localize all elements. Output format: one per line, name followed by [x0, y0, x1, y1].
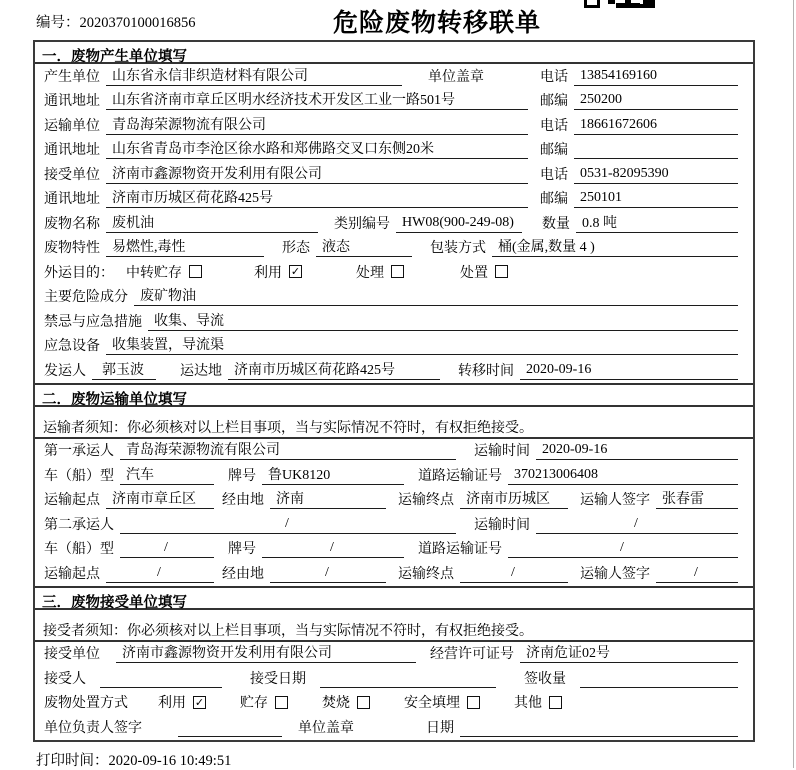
row-taboo-measures	[35, 309, 753, 334]
row-vehicle1	[35, 463, 753, 488]
acceptor-value	[100, 670, 222, 688]
disposal-utilize-checkbox: ✓	[194, 695, 205, 709]
unit-seal-label: 单位盖章	[298, 720, 354, 736]
checkbox-label: 其他	[514, 696, 542, 711]
dispose-checkbox	[495, 265, 508, 278]
page-title: 危险废物转移联单	[333, 9, 542, 37]
accept-date-label: 接受日期	[250, 671, 306, 687]
row-route2	[35, 561, 753, 586]
taboo-label: 禁忌与应急措施	[44, 314, 142, 330]
via2-value: /	[270, 565, 386, 583]
row-route1	[35, 488, 753, 513]
zip1-label: 邮编	[540, 94, 568, 109]
qty-value: 0.8 吨	[576, 212, 738, 233]
row-vehicle2	[35, 537, 753, 562]
serial-label: 编号：	[36, 15, 80, 31]
addr3-label: 通讯地址	[44, 192, 100, 207]
row-first-carrier	[35, 439, 753, 464]
purpose-option-treat	[356, 262, 404, 282]
row-transporter	[35, 113, 753, 138]
permit2-value: /	[508, 540, 738, 558]
taboo-value: 收集、导流	[148, 310, 738, 331]
plate1-value: 鲁UK8120	[262, 464, 404, 485]
acceptor-label: 接受人	[44, 671, 86, 687]
character-label: 废物特性	[44, 241, 100, 256]
phone3-label: 电话	[540, 167, 568, 183]
row-disposal-method	[35, 691, 753, 716]
character-value: 易燃性,毒性	[106, 236, 264, 257]
plate2-label: 牌号	[228, 542, 256, 557]
dest-value: 济南市历城区荷花路425号	[228, 359, 440, 380]
zip3-label: 邮编	[540, 192, 568, 207]
serial-number: 2020370100016856	[79, 15, 196, 31]
date-label: 日期	[426, 720, 454, 736]
phone1-label: 电话	[540, 69, 568, 85]
row-second-carrier	[35, 512, 753, 537]
transfer-time-label: 转移时间	[458, 363, 514, 379]
print-time-label: 打印时间：	[36, 753, 109, 769]
head-sign-value	[178, 719, 282, 737]
equip-value: 收集装置，导流渠	[106, 334, 738, 355]
origin2-label: 运输起点	[44, 566, 100, 582]
addr1-value: 山东省济南市章丘区明水经济技术开发区工业一路501号	[106, 89, 528, 110]
treat-checkbox	[391, 265, 404, 278]
via1-value: 济南	[270, 488, 386, 509]
row-transfer-purpose	[35, 260, 753, 285]
date-value	[460, 719, 738, 737]
transporter-value: 青岛海荣源物流有限公司	[106, 114, 528, 135]
checkbox-label: 贮存	[240, 696, 268, 711]
hazard-value: 废矿物油	[134, 285, 738, 306]
page-edge-line	[793, 0, 794, 768]
checkbox-label: 焚烧	[322, 696, 350, 711]
category-value: HW08(900-249-08)	[396, 215, 522, 233]
accept-unit-label: 接受单位	[44, 647, 100, 662]
zip2-value	[574, 141, 738, 159]
time1-value: 2020-09-16	[536, 442, 738, 460]
waste-name-label: 废物名称	[44, 216, 100, 232]
addr3-value: 济南市历城区荷花路425号	[106, 187, 528, 208]
producer-label: 产生单位	[44, 69, 100, 85]
disposal-other-checkbox	[549, 696, 562, 709]
row-unit-head-sign	[35, 715, 753, 740]
via1-label: 经由地	[222, 493, 264, 508]
transporter-notice: 运输者须知：你必须核对以上栏目事项，当与实际情况不符时，有权拒绝接受。	[35, 407, 753, 439]
receiver-value: 济南市鑫源物资开发利用有限公司	[106, 163, 528, 184]
purpose-label: 外运目的：	[44, 265, 114, 281]
checkbox-label: 安全填埋	[404, 696, 460, 711]
packing-label: 包装方式	[430, 241, 486, 256]
section1-title: 一．废物产生单位填写	[35, 42, 753, 64]
origin1-label: 运输起点	[44, 493, 100, 508]
time1-label: 运输时间	[474, 444, 530, 459]
checkbox-label: 处置	[460, 265, 488, 281]
end1-label: 运输终点	[398, 493, 454, 508]
checkbox-label: 中转贮存	[126, 265, 182, 281]
zip3-value: 250101	[574, 190, 738, 208]
time2-value: /	[536, 516, 738, 534]
addr2-value: 山东省青岛市李沧区徐水路和郑佛路交叉口东侧20米	[106, 138, 528, 159]
transfer-time-value: 2020-09-16	[520, 362, 738, 380]
purpose-option-transfer-storage	[126, 262, 202, 282]
row-shipper	[35, 358, 753, 383]
disposal-label: 废物处置方式	[44, 696, 128, 711]
section-receiver	[35, 586, 753, 740]
addr2-label: 通讯地址	[44, 143, 100, 158]
receiver-label: 接受单位	[44, 167, 100, 183]
permit1-value: 370213006408	[508, 467, 738, 485]
row-transporter-address	[35, 138, 753, 163]
origin1-value: 济南市章丘区	[106, 488, 214, 509]
via2-label: 经由地	[222, 566, 264, 582]
accept-date-value	[320, 670, 496, 688]
sign1-value: 张春雷	[656, 488, 738, 509]
shipper-label: 发运人	[44, 363, 86, 379]
shipper-value: 郭玉波	[92, 359, 156, 380]
row-hazard-component	[35, 285, 753, 310]
sign2-value: /	[656, 565, 738, 583]
vehicle2-label: 车（船）型	[44, 542, 114, 557]
phone3-value: 0531-82095390	[574, 166, 738, 184]
disposal-incinerate-checkbox	[357, 696, 370, 709]
dest-label: 运达地	[180, 363, 222, 379]
form-label: 形态	[282, 241, 310, 256]
sign1-label: 运输人签字	[580, 493, 650, 508]
disposal-option-other	[514, 692, 562, 712]
vehicle1-label: 车（船）型	[44, 468, 114, 484]
transporter-label: 运输单位	[44, 118, 100, 134]
phone1-value: 13854169160	[574, 68, 738, 86]
permit1-label: 道路运输证号	[418, 468, 502, 484]
disposal-landfill-checkbox	[467, 696, 480, 709]
manifest-form-table	[33, 40, 755, 742]
waste-name-value: 废机油	[106, 212, 318, 233]
license-value: 济南危证02号	[520, 642, 738, 663]
end2-label: 运输终点	[398, 566, 454, 582]
zip2-label: 邮编	[540, 143, 568, 158]
phone2-label: 电话	[540, 118, 568, 134]
seal-label: 单位盖章	[428, 69, 484, 85]
section-producer	[35, 42, 753, 383]
checkbox-label: 处理	[356, 265, 384, 281]
disposal-option-utilize	[158, 692, 206, 712]
receiver-notice: 接受者须知：你必须核对以上栏目事项，当与实际情况不符时，有权拒绝接受。	[35, 610, 753, 642]
checkbox-label: 利用	[158, 696, 186, 711]
producer-value: 山东省永信非织造材料有限公司	[106, 65, 402, 86]
section-transport	[35, 383, 753, 586]
row-accept-unit	[35, 642, 753, 667]
section3-title: 三．废物接受单位填写	[35, 588, 753, 610]
phone2-value: 18661672606	[574, 117, 738, 135]
hazard-label: 主要危险成分	[44, 290, 128, 305]
disposal-option-storage	[240, 692, 288, 712]
sign-qty-value	[580, 670, 738, 688]
category-label: 类别编号	[334, 216, 390, 232]
row-acceptor	[35, 666, 753, 691]
qr-code-icon	[583, 0, 657, 8]
disposal-option-incinerate	[322, 692, 370, 712]
row-receiver-address	[35, 187, 753, 212]
plate2-value: /	[262, 540, 404, 558]
transfer-storage-checkbox	[189, 265, 202, 278]
addr1-label: 通讯地址	[44, 94, 100, 109]
disposal-option-landfill	[404, 692, 480, 712]
head-sign-label: 单位负责人签字	[44, 720, 142, 736]
carrier1-label: 第一承运人	[44, 444, 114, 459]
end1-value: 济南市历城区	[460, 488, 568, 509]
utilize-checkbox: ✓	[290, 265, 301, 278]
time2-label: 运输时间	[474, 517, 530, 533]
print-time-line	[36, 749, 231, 770]
permit2-label: 道路运输证号	[418, 542, 502, 557]
vehicle2-value: /	[120, 540, 214, 558]
carrier2-label: 第二承运人	[44, 517, 114, 533]
form-value: 液态	[316, 236, 412, 257]
row-waste-name	[35, 211, 753, 236]
purpose-option-utilize	[254, 262, 302, 282]
carrier1-value: 青岛海荣源物流有限公司	[120, 439, 456, 460]
zip1-value: 250200	[574, 92, 738, 110]
carrier2-value: /	[120, 516, 456, 534]
section2-title: 二．废物运输单位填写	[35, 385, 753, 407]
license-label: 经营许可证号	[430, 647, 514, 662]
purpose-option-dispose	[460, 262, 508, 282]
plate1-label: 牌号	[228, 468, 256, 484]
sign2-label: 运输人签字	[580, 566, 650, 582]
row-receiver	[35, 162, 753, 187]
disposal-storage-checkbox	[275, 696, 288, 709]
sign-qty-label: 签收量	[524, 671, 566, 687]
packing-value: 桶(金属,数量 4 )	[492, 236, 738, 257]
end2-value: /	[460, 565, 568, 583]
origin2-value: /	[106, 565, 214, 583]
row-emergency-equipment	[35, 334, 753, 359]
accept-unit-value: 济南市鑫源物资开发利用有限公司	[116, 642, 416, 663]
equip-label: 应急设备	[44, 339, 100, 354]
print-time-value: 2020-09-16 10:49:51	[108, 753, 232, 769]
vehicle1-value: 汽车	[120, 464, 214, 485]
qty-label: 数量	[542, 216, 570, 232]
row-waste-character	[35, 236, 753, 261]
checkbox-label: 利用	[254, 265, 282, 281]
serial-number-line	[36, 11, 196, 32]
row-producer-address	[35, 89, 753, 114]
row-producer	[35, 64, 753, 89]
